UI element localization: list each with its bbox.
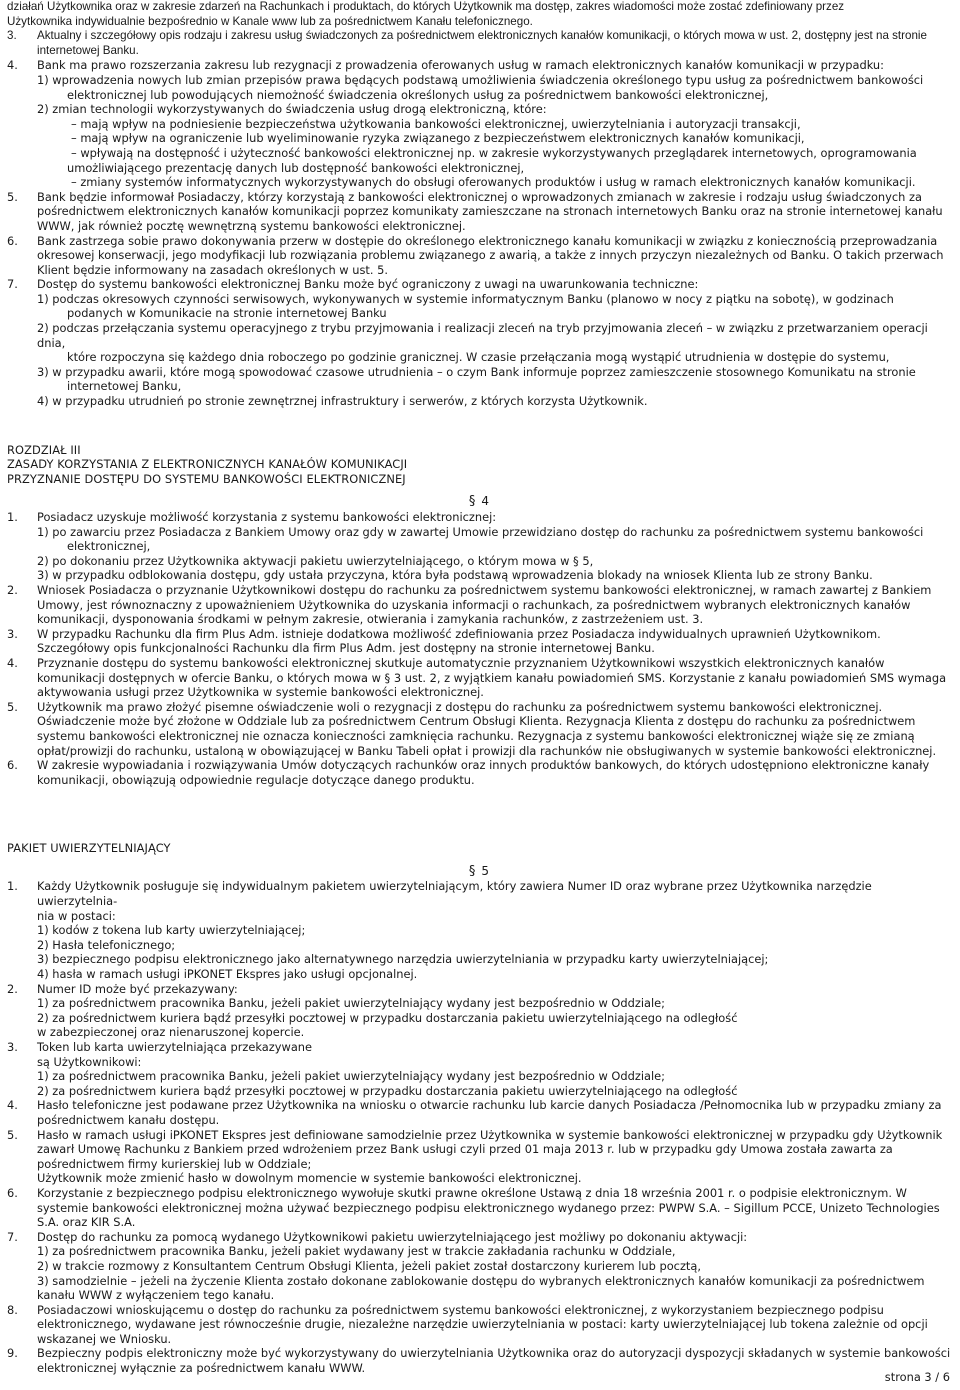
section-heading bbox=[7, 841, 951, 856]
section-item-5 bbox=[7, 700, 951, 758]
document-page bbox=[7, 0, 951, 1376]
item-text: Każdy Użytkownik posługuje się indywidualnym pakietem uwierzytelniającym, który zawiera Numer ID oraz wybrane przez Użytkownika narzędzie uwierzytelnia- bbox=[37, 879, 872, 909]
section-item-9 bbox=[7, 1346, 951, 1375]
sub-item-continuation: elektronicznej, bbox=[67, 539, 151, 554]
item-number: 1. bbox=[7, 510, 18, 524]
sub-item: 1) za pośrednictwem pracownika Banku, jeżeli pakiet uwierzytelniający wydany jest bezpośrednio w Oddziale; bbox=[37, 996, 665, 1011]
item-number: 3. bbox=[7, 1040, 18, 1054]
item-number: 4. bbox=[7, 1098, 18, 1113]
section-item-5 bbox=[7, 1128, 951, 1186]
item-number: 2. bbox=[7, 981, 18, 996]
item-number: 8. bbox=[7, 1302, 18, 1317]
sub-item-continuation: kanału WWW z wyłączeniem tego kanału. bbox=[37, 1288, 275, 1303]
section-item-1 bbox=[7, 510, 951, 583]
item-number: 1. bbox=[7, 879, 18, 894]
sub-item-continuation: elektronicznej lub powodujących niemożność świadczenia określonych usług za pośrednictwem bankowości elektronicznej, bbox=[67, 87, 769, 102]
dash-item: – wpływają na dostępność i użyteczność bankowości elektronicznej np. w zakresie wykorzystywanych przeglądarek internetowych, oprogramowania bbox=[71, 145, 917, 160]
dash-item: – mają wpływ na podniesienie bezpieczeństwa użytkowania bankowości elektronicznej, uwierzytelniania i autoryzacji transakcji, bbox=[71, 116, 801, 131]
item-text: Posiadacz uzyskuje możliwość korzystania z systemu bankowości elektronicznej: bbox=[37, 510, 497, 524]
item-number: 7. bbox=[7, 1229, 18, 1244]
sub-item: 1) podczas okresowych czynności serwisowych, wykonywanych w systemie informatycznym Banku (planowo w nocy z piątku na sobotę), w godzinach bbox=[37, 291, 894, 306]
chapter-subtitle: PRZYZNANIE DOSTĘPU DO SYSTEMU BANKOWOŚCI ELEKTRONICZNEJ bbox=[7, 471, 406, 486]
sub-item: 1) za pośrednictwem pracownika Banku, jeżeli pakiet wydawany jest w trakcie zakładania rachunku w Oddziale, bbox=[37, 1244, 676, 1259]
item-text: Posiadaczowi wnioskującemu o dostęp do rachunku za pośrednictwem systemu bankowości elektronicznej, z wykorzystaniem bezpiecznego podpisu elektronicznego, wydawane jest równocześnie drugie, niezależne narzędzie uwierzytelniania w postaci: karty uwierzytelniającej lub tokena zależnie od opcji wskazanej we Wniosku. bbox=[37, 1302, 928, 1346]
section-item-3 bbox=[7, 627, 951, 656]
item-text: Bank ma prawo rozszerzania zakresu lub rezygnacji z prowadzenia oferowanych usług w ramach elektronicznych kanałów komunikacji w przypadku: bbox=[37, 58, 884, 73]
sub-item-continuation: podanych w Komunikacie na stronie internetowej Banku bbox=[67, 306, 387, 321]
sub-item: 1) wprowadzenia nowych lub zmian przepisów prawa będących podstawą umożliwienia świadczenia określonego typu usług za pośrednictwem bankowości bbox=[37, 72, 924, 87]
section-item-6 bbox=[7, 234, 951, 278]
sub-item: 2) za pośrednictwem kuriera bądź przesyłki pocztowej w przypadku dostarczania pakietu uwierzytelniającego na odległość bbox=[37, 1010, 738, 1025]
paragraph-marker bbox=[7, 864, 951, 880]
item-number: 9. bbox=[7, 1346, 18, 1361]
item-text: Hasło telefoniczne jest podawane przez Użytkownika na wniosku o otwarcie rachunku lub karcie danych Posiadacza /Pełnomocnika lub w przypadku zmiany za pośrednictwem kanału dostępu. bbox=[37, 1098, 942, 1127]
page-number: strona 3 / 6 bbox=[884, 1370, 950, 1384]
dash-item-continuation: umożliwiającego prezentację danych lub dostępność bankowości elektronicznej, bbox=[67, 160, 525, 175]
section-title: PAKIET UWIERZYTELNIAJĄCY bbox=[7, 841, 171, 856]
sub-item: 3) w przypadku awarii, które mogą spowodować czasowe utrudnienia – o czym Bank informuje poprzez zamieszczenie stosownego Komunikatu na stronie bbox=[37, 364, 916, 379]
section-item-7 bbox=[7, 1230, 951, 1303]
dash-item: – mają wpływ na ograniczenie lub wyeliminowanie ryzyka związanego z bezpieczeństwem elektronicznych kanałów komunikacji, bbox=[71, 131, 805, 146]
sub-item: 3) samodzielnie – jeżeli na życzenie Klienta zostało dokonane zablokowanie dostępu do wybranych elektronicznych kanałów komunikacji za pośrednictwem bbox=[37, 1273, 925, 1288]
sub-item-continuation: w zabezpieczonej oraz nienaruszonej kopercie. bbox=[37, 1025, 305, 1040]
spacer bbox=[7, 787, 951, 841]
section-item-8 bbox=[7, 1303, 951, 1347]
section-sign: § bbox=[468, 494, 476, 510]
intro-line: Użytkownika indywidualnie bezpośrednio w Kanale www lub za pośrednictwem Kanału telefonicznego. bbox=[7, 14, 533, 28]
sub-item: 2) Hasła telefonicznego; bbox=[37, 937, 176, 952]
chapter-subtitle: ZASADY KORZYSTANIA Z ELEKTRONICZNYCH KANAŁÓW KOMUNIKACJI bbox=[7, 457, 408, 472]
paragraph-marker bbox=[7, 494, 951, 510]
item-text: Bezpieczny podpis elektroniczny może być wykorzystywany do uwierzytelniania Użytkownika oraz do autoryzacji dyspozycji składanych w systemie bankowości elektronicznej wyłącznie za pośrednictwem kanału WWW. bbox=[37, 1346, 951, 1376]
item-number: 6. bbox=[7, 233, 18, 248]
item-text: Bank zastrzega sobie prawo dokonywania przerw w dostępie do określonego elektronicznego kanału komunikacji w związku z koniecznością przeprowadzania okresowej konserwacji, jego modyfikacji lub rozwiązania problemu związanego z awarią, a także z innych przyczyn niezależnych od Banku. O takich przerwach Klient będzie informowany na zasadach określonych w ust. 5. bbox=[37, 233, 944, 277]
item-text: W przypadku Rachunku dla firm Plus Adm. istnieje dodatkowa możliwość zdefiniowania przez Posiadacza indywidualnych uprawnień Użytkownikom. Szczegółowy opis funkcjonalności Rachunku dla firm Plus Adm. jest dostępny na stronie internetowej Banku. bbox=[37, 626, 881, 656]
item-number: 7. bbox=[7, 277, 18, 292]
section-item-4 bbox=[7, 1098, 951, 1127]
item-text: Korzystanie z bezpiecznego podpisu elektronicznego wywołuje skutki prawne określone Ustawą z dnia 18 września 2001 r. o podpisie elektronicznym. W systemie bankowości elektronicznej można używać bezpiecznego podpisu elektronicznego wydanego przez: PWPW S.A. – Sigillum PCCE, Unizeto Technologies S.A. oraz KIR S.A. bbox=[37, 1185, 940, 1230]
spacer bbox=[7, 856, 951, 864]
item-text: Przyznanie dostępu do systemu bankowości elektronicznej skutkuje automatycznie przyznaniem Użytkownikowi wszystkich elektronicznych kanałów komunikacji dostępnych w ofercie Banku, o których mowa w § 3 ust. 2, z wyjątkiem kanału powiadomień SMS. Korzystanie z kanału powiadomień SMS wymaga aktywowania usługi przez Użytkownika w systemie bankowości elektronicznej. bbox=[37, 655, 947, 700]
section-item-6 bbox=[7, 758, 951, 787]
spacer bbox=[7, 486, 951, 494]
sub-item-continuation: internetowej Banku, bbox=[67, 379, 182, 394]
section-item-6 bbox=[7, 1186, 951, 1230]
item-number: 5. bbox=[7, 699, 18, 714]
section-item-5 bbox=[7, 190, 951, 234]
paragraph-number: 4 bbox=[481, 494, 490, 509]
sub-item: 2) podczas przełączania systemu operacyjnego z trybu przyjmowania i realizacji zleceń na tryb przyjmowania zleceń – w związku z przetwarzaniem operacji dnia, bbox=[37, 321, 928, 350]
paragraph-number: 5 bbox=[481, 863, 490, 878]
item-number: 4. bbox=[7, 655, 18, 670]
section-item-7 bbox=[7, 277, 951, 408]
item-text: Bank będzie informował Posiadaczy, którzy korzystają z bankowości elektronicznej o wprowadzonych zmianach w zakresie i rodzaju usług świadczonych za pośrednictwem elektronicznych kanałów komunikacji poprzez komunikaty zamieszczane na stronach internetowych Banku oraz na stronie internetowej kanału WWW, jak również pocztę wewnętrzną systemu bankowości elektronicznej. bbox=[37, 189, 943, 233]
sub-item: 3) bezpiecznego podpisu elektronicznego jako alternatywnego narzędzia uwierzytelniania w przypadku karty uwierzytelniającej; bbox=[37, 952, 769, 967]
sub-item: 3) w przypadku odblokowania dostępu, gdy ustała przyczyna, która była podstawą wprowadzenia blokady na wniosek Klienta lub ze strony Banku. bbox=[37, 568, 873, 583]
spacer bbox=[7, 409, 951, 443]
sub-item: 4) hasła w ramach usługi iPKONET Ekspres jako usługi opcjonalnej. bbox=[37, 967, 418, 982]
section-item-2 bbox=[7, 583, 951, 627]
section-item-3 bbox=[7, 29, 951, 58]
item-number: 3. bbox=[7, 626, 18, 641]
item-text: Dostęp do rachunku za pomocą wydanego Użytkownikowi pakietu uwierzytelniającego jest możliwy po dokonaniu aktywacji: bbox=[37, 1229, 748, 1244]
section-item-4 bbox=[7, 656, 951, 700]
item-number: 6. bbox=[7, 758, 18, 773]
item-number: 5. bbox=[7, 189, 18, 204]
sub-item: 1) kodów z tokena lub karty uwierzytelniającej; bbox=[37, 923, 306, 938]
item-number: 2. bbox=[7, 582, 18, 597]
item-text-continuation: Użytkownik może zmienić hasło w dowolnym momencie w systemie bankowości elektronicznej. bbox=[37, 1171, 582, 1186]
chapter-heading bbox=[7, 443, 951, 487]
intro-paragraph bbox=[7, 0, 951, 29]
item-text: W zakresie wypowiadania i rozwiązywania Umów dotyczących rachunków oraz innych produktów bankowych, do których udostępniono elektroniczne kanały komunikacji, obowiązują odpowiednie regulacje dotyczące danego produktu. bbox=[37, 758, 930, 787]
item-text: Użytkownik ma prawo złożyć pisemne oświadczenie woli o rezygnacji z dostępu do rachunku za pośrednictwem systemu bankowości elektronicznej. Oświadczenie może być złożone w Oddziale lub za pośrednictwem Centrum Obsługi Klienta. Rezygnacja Klienta z dostępu do rachunku za pośrednictwem systemu bankowości elektronicznej nie oznacza konieczności zamknięcia rachunku. Rezygnacja z systemu bankowości elektronicznej wiąże się ze zmianą opłat/prowizji do rachunku, ustaloną w obowiązującej w Banku Tabeli opłat i prowizji dla rachunków nie obsługiwanych w systemie bankowości elektronicznej. bbox=[37, 699, 937, 758]
item-number: 4. bbox=[7, 58, 18, 73]
section-item-2 bbox=[7, 982, 951, 1040]
sub-item: 2) po dokonaniu przez Użytkownika aktywacji pakietu uwierzytelniającego, o którym mowa w § 5, bbox=[37, 553, 594, 568]
item-text: Hasło w ramach usługi iPKONET Ekspres jest definiowane samodzielnie przez Użytkownika w systemie bankowości elektronicznej w przypadku gdy Użytkownik zawarł Umowę Rachunku z Bankiem przed wdrożeniem przez Bank usługi czyli przed 01 maja 2013 r. lub w przypadku gdy Umowa została zawarta za pośrednictwem firmy kurierskiej lub w Oddziale; bbox=[37, 1127, 943, 1171]
sub-item: 2) w trakcie rozmowy z Konsultantem Centrum Obsługi Klienta, jeżeli pakiet został dostarczony kurierem lub pocztą, bbox=[37, 1258, 701, 1273]
dash-item: – zmiany systemów informatycznych wykorzystywanych do obsługi oferowanych produktów i usług w ramach elektronicznych kanałów komunikacji. bbox=[71, 175, 916, 190]
sub-item: 1) za pośrednictwem pracownika Banku, jeżeli pakiet uwierzytelniający wydany jest bezpośrednio w Oddziale; bbox=[37, 1069, 665, 1084]
item-text-continuation: są Użytkownikowi: bbox=[37, 1054, 142, 1069]
sub-item: 2) za pośrednictwem kuriera bądź przesyłki pocztowej w przypadku dostarczania pakietu uwierzytelniającego na odległość bbox=[37, 1083, 738, 1098]
item-text: Numer ID może być przekazywany: bbox=[37, 981, 238, 996]
item-number: 3. bbox=[7, 29, 17, 43]
item-text: Token lub karta uwierzytelniająca przekazywane bbox=[37, 1040, 313, 1054]
item-text-continuation: nia w postaci: bbox=[37, 908, 116, 923]
chapter-title: ROZDZIAŁ III bbox=[7, 442, 81, 457]
item-text: Wniosek Posiadacza o przyznanie Użytkownikowi dostępu do rachunku za pośrednictwem systemu bankowości elektronicznej, w ramach zawartej z Bankiem Umowy, jest równoznaczny z upoważnieniem Użytkownika do uzyskania informacji o rachunkach, za pośrednictwem wybranych elektronicznych kanałów komunikacji, dysponowania środkami w pełnym zakresie, otwierania i zamykania rachunków, z zastrzeżeniem ust. 3. bbox=[37, 582, 932, 627]
section-sign: § bbox=[468, 863, 476, 879]
sub-item: 1) po zawarciu przez Posiadacza z Bankiem Umowy oraz gdy w zawartej Umowie przewidziano dostęp do rachunku za pośrednictwem systemu bankowości bbox=[37, 524, 924, 539]
item-number: 5. bbox=[7, 1127, 18, 1142]
sub-item: 4) w przypadku utrudnień po stronie zewnętrznej infrastruktury i serwerów, z których korzysta Użytkownik. bbox=[37, 394, 648, 409]
section-item-4 bbox=[7, 58, 951, 189]
sub-item-continuation: które rozpoczyna się każdego dnia roboczego po godzinie granicznej. W czasie przełączania mogą wystąpić utrudnienia w dostępie do systemu, bbox=[67, 350, 890, 365]
intro-line: działań Użytkownika oraz w zakresie zdarzeń na Rachunkach i produktach, do których Użytkownik ma dostęp, zakres wiadomości może zostać zdefiniowany przez bbox=[7, 0, 845, 13]
section-item-1 bbox=[7, 879, 951, 981]
item-text: Dostęp do systemu bankowości elektronicznej Banku może być ograniczony z uwagi na uwarunkowania techniczne: bbox=[37, 277, 699, 292]
item-text: Aktualny i szczegółowy opis rodzaju i zakresu usług świadczonych za pośrednictwem elektronicznych kanałów komunikacji, o których mowa w ust. 2, dostępny jest na stronie internetowej Banku. bbox=[37, 29, 927, 57]
section-item-3 bbox=[7, 1040, 951, 1098]
sub-item: 2) zmian technologii wykorzystywanych do świadczenia usług drogą elektroniczną, które: bbox=[37, 102, 547, 117]
item-number: 6. bbox=[7, 1185, 18, 1200]
